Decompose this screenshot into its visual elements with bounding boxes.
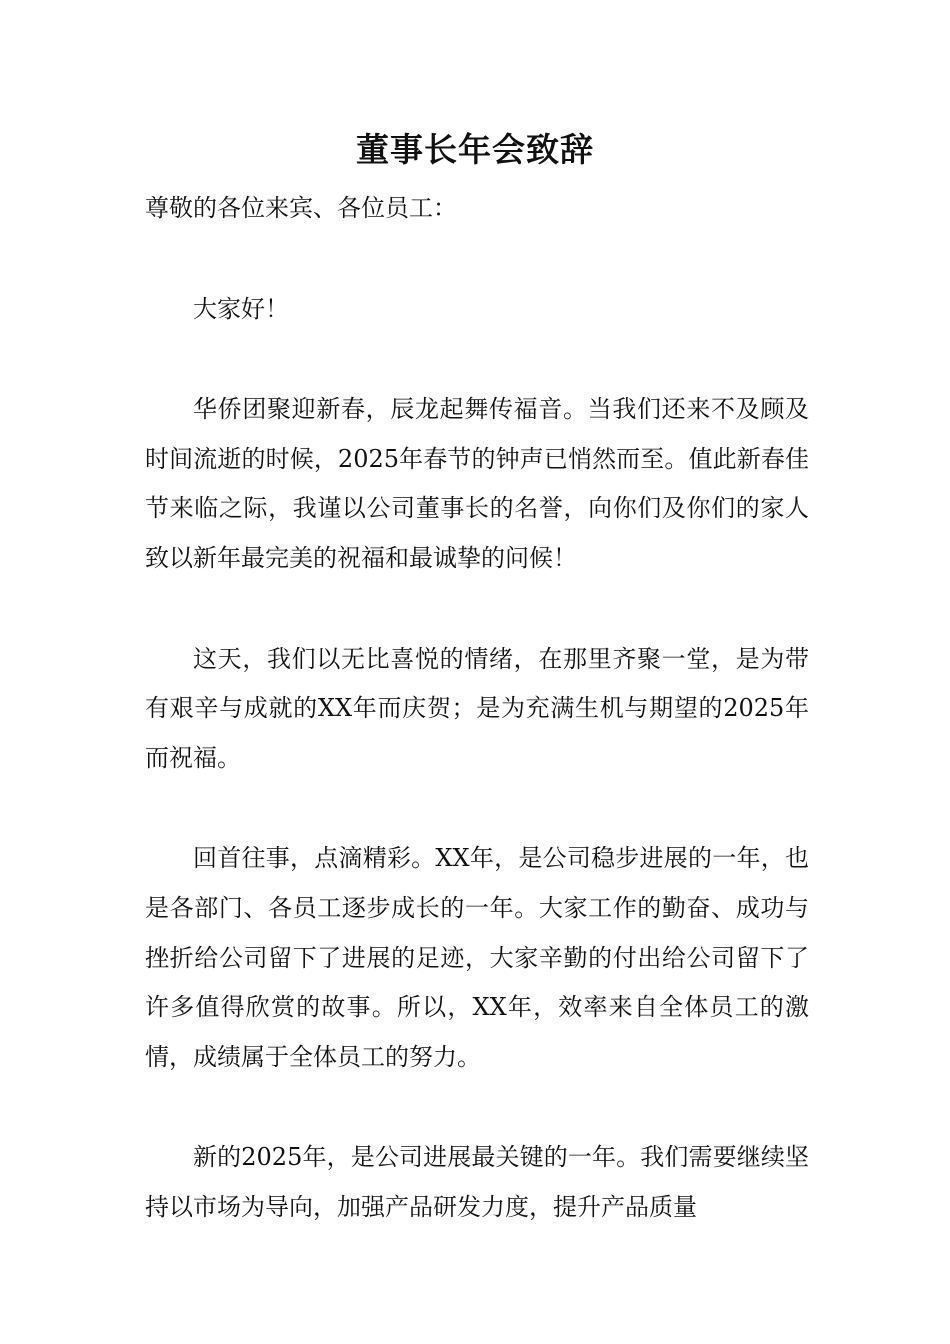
paragraph-new-year-wishes: 华侨团聚迎新春，辰龙起舞传福音。当我们还来不及顾及时间流逝的时候，2025年春节的钟声已悄然而至。值此新春佳节来临之际，我谨以公司董事长的名誉，向你们及你们的家人致以新年最完美的祝福和最诚挚的问候！ — [145, 395, 809, 572]
salutation: 尊敬的各位来宾、各位员工： — [145, 194, 457, 222]
paragraph-review: 回首往事，点滴精彩。XX年，是公司稳步进展的一年，也是各部门、各员工逐步成长的一年。大家工作的勤奋、成功与挫折给公司留下了进展的足迹，大家辛勤的付出给公司留下了许多值得欣赏的故事。所以，XX年，效率来自全体员工的激情，成绩属于全体员工的努力。 — [145, 844, 809, 1071]
paragraph-outlook: 新的2025年，是公司进展最关键的一年。我们需要继续坚持以市场为导向，加强产品研发力度，提升产品质量 — [145, 1143, 809, 1221]
paragraph-celebration: 这天，我们以无比喜悦的情绪，在那里齐聚一堂，是为带有艰辛与成就的XX年而庆贺；是为充满生机与期望的2025年而祝福。 — [145, 644, 809, 772]
document-body — [145, 184, 809, 1284]
document-title: 董事长年会致辞 — [356, 130, 594, 169]
paragraph-greeting: 大家好！ — [193, 294, 289, 323]
